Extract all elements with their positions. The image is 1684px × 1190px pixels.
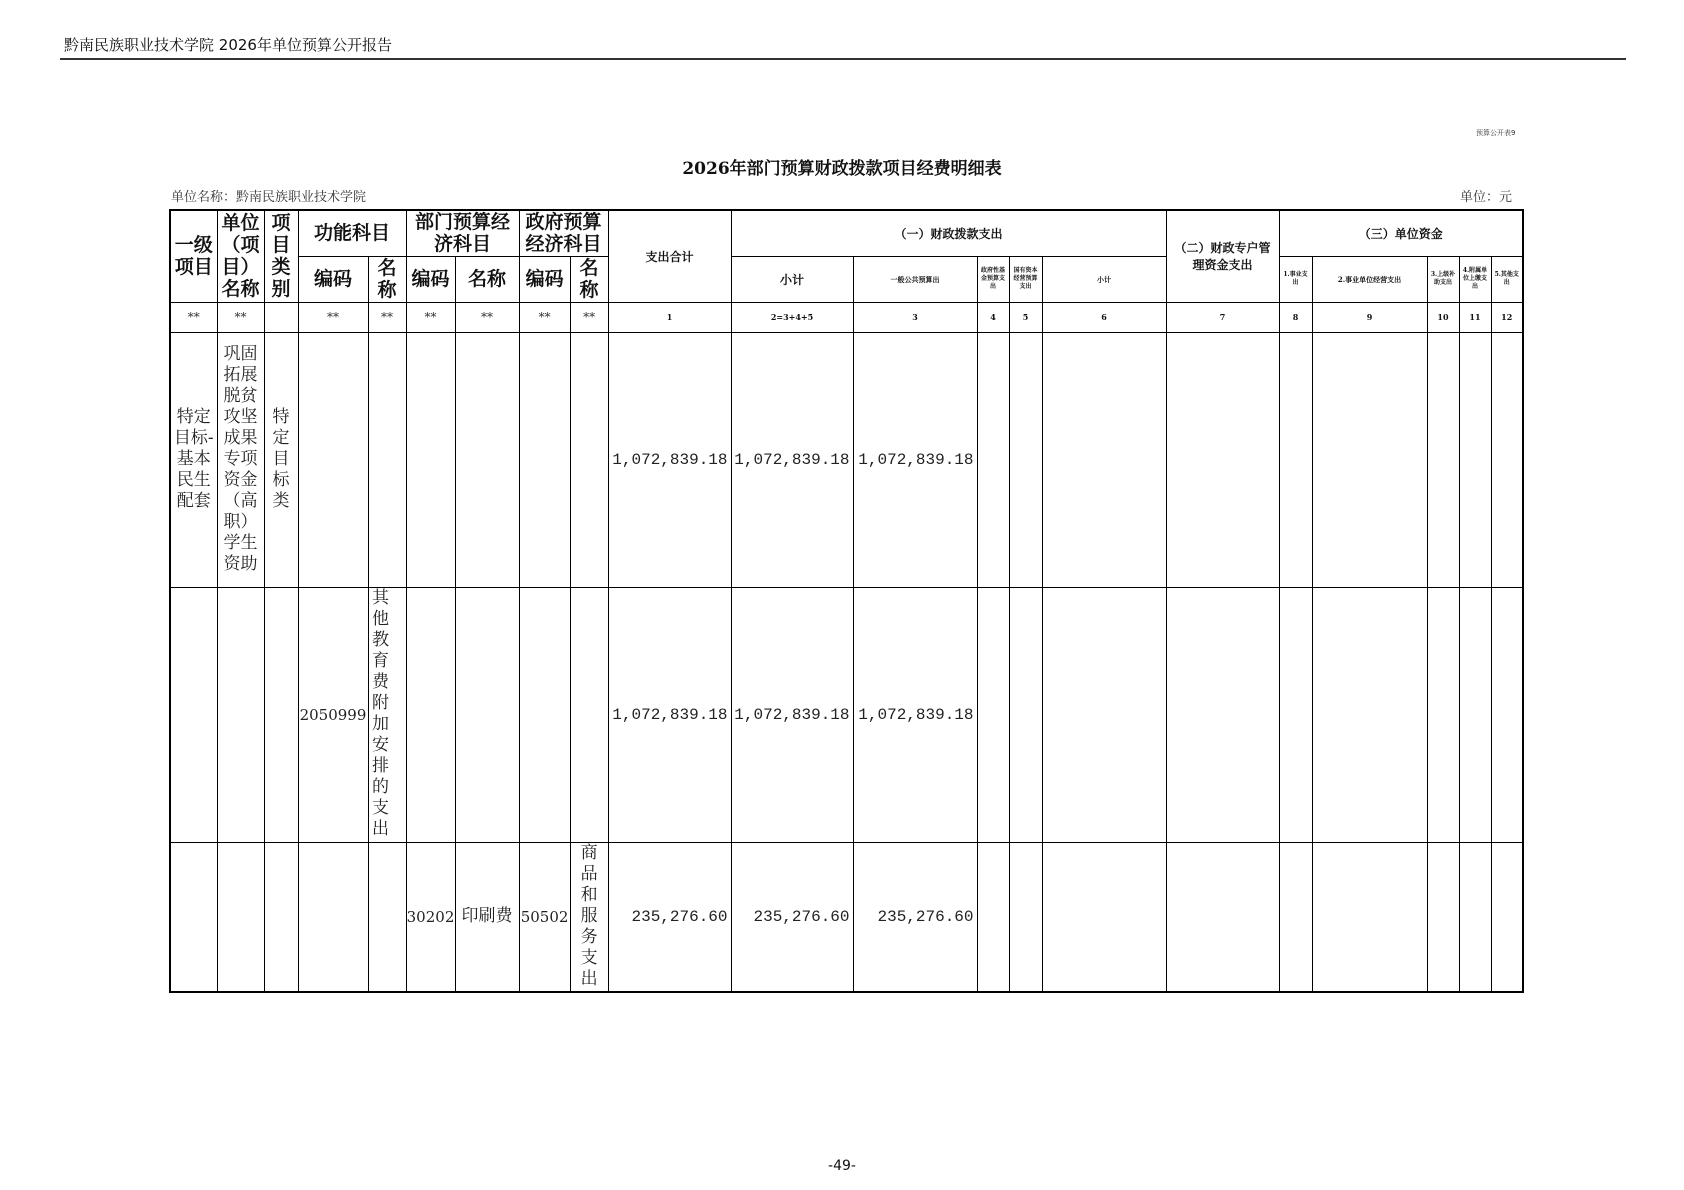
header-gov-name: 名称 bbox=[570, 256, 608, 302]
cell-empty bbox=[1491, 842, 1523, 992]
header-fiscal-subtotal: 小计 bbox=[731, 256, 853, 302]
header-career-income: 1.事业支出 bbox=[1279, 256, 1312, 302]
cell-dept-code: 30202 bbox=[406, 842, 455, 992]
cell-empty bbox=[298, 332, 368, 587]
index-star: ** bbox=[368, 302, 406, 332]
cell-unit-project-name: 巩固拓展脱贫攻坚成果专项资金（高职）学生资助 bbox=[217, 332, 264, 587]
cell-empty bbox=[1009, 332, 1042, 587]
cell-empty bbox=[368, 332, 406, 587]
cell-general-public: 1,072,839.18 bbox=[853, 332, 977, 587]
cell-empty bbox=[1279, 332, 1312, 587]
cell-dept-name: 印刷费 bbox=[455, 842, 519, 992]
index-star: ** bbox=[519, 302, 570, 332]
cell-empty bbox=[1427, 587, 1459, 842]
cell-project-category: 特定目标类 bbox=[264, 332, 298, 587]
cell-total: 235,276.60 bbox=[608, 842, 731, 992]
header-unit-subtotal: 小计 bbox=[1042, 256, 1166, 302]
cell-empty bbox=[977, 587, 1009, 842]
cell-subtotal: 235,276.60 bbox=[731, 842, 853, 992]
cell-total: 1,072,839.18 bbox=[608, 587, 731, 842]
cell-empty bbox=[1042, 587, 1166, 842]
cell-empty bbox=[1009, 587, 1042, 842]
cell-empty bbox=[217, 842, 264, 992]
cell-empty bbox=[519, 587, 570, 842]
index-1: 1 bbox=[608, 302, 731, 332]
table-title: 2026年部门预算财政拨款项目经费明细表 bbox=[682, 159, 1002, 179]
cell-empty bbox=[570, 332, 608, 587]
unit-name: 单位名称：黔南民族职业技术学院 bbox=[171, 190, 367, 205]
index-empty bbox=[264, 302, 298, 332]
index-star: ** bbox=[170, 302, 217, 332]
cell-empty bbox=[170, 842, 217, 992]
cell-empty bbox=[1427, 842, 1459, 992]
index-2: 2=3+4+5 bbox=[731, 302, 853, 332]
header-affiliated-turnover: 4.附属单位上缴支出 bbox=[1459, 256, 1491, 302]
cell-subtotal: 1,072,839.18 bbox=[731, 587, 853, 842]
cell-empty bbox=[1042, 842, 1166, 992]
cell-empty bbox=[1009, 842, 1042, 992]
cell-empty bbox=[217, 587, 264, 842]
cell-empty bbox=[977, 332, 1009, 587]
header-project-category: 项目类别 bbox=[264, 210, 298, 302]
index-9: 9 bbox=[1312, 302, 1427, 332]
header-gov-econ-subject: 政府预算经济科目 bbox=[519, 210, 608, 256]
header-gov-code: 编码 bbox=[519, 256, 570, 302]
header-unit-project-name: 单位（项目）名称 bbox=[217, 210, 264, 302]
page-header: 黔南民族职业技术学院 2026年单位预算公开报告 bbox=[64, 36, 392, 54]
cell-empty bbox=[170, 587, 217, 842]
header-unit-funds-section: （三）单位资金 bbox=[1279, 210, 1523, 256]
index-10: 10 bbox=[1427, 302, 1459, 332]
cell-empty bbox=[406, 332, 455, 587]
index-star: ** bbox=[455, 302, 519, 332]
cell-empty bbox=[455, 587, 519, 842]
cell-empty bbox=[368, 842, 406, 992]
header-fiscal-section: （一）财政拨款支出 bbox=[731, 210, 1166, 256]
cell-empty bbox=[264, 587, 298, 842]
index-star: ** bbox=[217, 302, 264, 332]
cell-empty bbox=[1279, 842, 1312, 992]
cell-general-public: 235,276.60 bbox=[853, 842, 977, 992]
header-level1-project: 一级项目 bbox=[170, 210, 217, 302]
cell-empty bbox=[1491, 332, 1523, 587]
table-row bbox=[170, 332, 1523, 587]
cell-func-code: 2050999 bbox=[298, 587, 368, 842]
header-state-capital-budget: 国有资本经营预算支出 bbox=[1009, 256, 1042, 302]
index-5: 5 bbox=[1009, 302, 1042, 332]
cell-empty bbox=[1312, 587, 1427, 842]
cell-empty bbox=[298, 842, 368, 992]
cell-empty bbox=[1166, 587, 1279, 842]
cell-empty bbox=[1166, 332, 1279, 587]
cell-empty bbox=[1491, 587, 1523, 842]
cell-total: 1,072,839.18 bbox=[608, 332, 731, 587]
cell-subtotal: 1,072,839.18 bbox=[731, 332, 853, 587]
header-gov-fund-budget: 政府性基金预算支出 bbox=[977, 256, 1009, 302]
form-number: 预算公开表9 bbox=[1476, 129, 1516, 137]
table-header-row-2 bbox=[170, 256, 1523, 302]
cell-empty bbox=[1459, 587, 1491, 842]
cell-empty bbox=[1459, 332, 1491, 587]
page-number: -49- bbox=[828, 1158, 856, 1174]
cell-empty bbox=[1427, 332, 1459, 587]
index-12: 12 bbox=[1491, 302, 1523, 332]
header-dept-code: 编码 bbox=[406, 256, 455, 302]
header-func-code: 编码 bbox=[298, 256, 368, 302]
header-general-public-budget: 一般公共预算出 bbox=[853, 256, 977, 302]
cell-level1-project: 特定目标-基本民生配套 bbox=[170, 332, 217, 587]
cell-func-name: 其他教育费附加安排的支出 bbox=[368, 587, 406, 842]
header-fiscal-special-section: （二）财政专户管理资金支出 bbox=[1166, 210, 1279, 302]
header-dept-econ-subject: 部门预算经济科目 bbox=[406, 210, 519, 256]
index-7: 7 bbox=[1166, 302, 1279, 332]
cell-empty bbox=[519, 332, 570, 587]
cell-empty bbox=[1312, 332, 1427, 587]
cell-general-public: 1,072,839.18 bbox=[853, 587, 977, 842]
cell-empty bbox=[1312, 842, 1427, 992]
currency-unit: 单位：元 bbox=[1460, 190, 1513, 205]
cell-empty bbox=[1166, 842, 1279, 992]
cell-empty bbox=[977, 842, 1009, 992]
cell-empty bbox=[1279, 587, 1312, 842]
index-6: 6 bbox=[1042, 302, 1166, 332]
index-star: ** bbox=[406, 302, 455, 332]
header-other-expense: 5.其他支出 bbox=[1491, 256, 1523, 302]
header-superior-subsidy: 3.上级补助支出 bbox=[1427, 256, 1459, 302]
cell-empty bbox=[455, 332, 519, 587]
cell-empty bbox=[1042, 332, 1166, 587]
table-row bbox=[170, 842, 1523, 992]
budget-table bbox=[169, 209, 1524, 993]
index-8: 8 bbox=[1279, 302, 1312, 332]
header-functional-subject: 功能科目 bbox=[298, 210, 406, 256]
index-3: 3 bbox=[853, 302, 977, 332]
cell-gov-code: 50502 bbox=[519, 842, 570, 992]
table-row bbox=[170, 587, 1523, 842]
index-star: ** bbox=[570, 302, 608, 332]
cell-empty bbox=[264, 842, 298, 992]
index-star: ** bbox=[298, 302, 368, 332]
header-func-name: 名称 bbox=[368, 256, 406, 302]
index-11: 11 bbox=[1459, 302, 1491, 332]
cell-empty bbox=[1459, 842, 1491, 992]
table-header-row-1 bbox=[170, 210, 1523, 256]
cell-gov-name: 商品和服务支出 bbox=[570, 842, 608, 992]
header-dept-name: 名称 bbox=[455, 256, 519, 302]
cell-empty bbox=[570, 587, 608, 842]
header-total-expenditure: 支出合计 bbox=[608, 210, 731, 302]
index-4: 4 bbox=[977, 302, 1009, 332]
cell-empty bbox=[406, 587, 455, 842]
header-divider bbox=[60, 58, 1626, 60]
header-career-operating: 2.事业单位经营支出 bbox=[1312, 256, 1427, 302]
index-row bbox=[170, 302, 1523, 332]
